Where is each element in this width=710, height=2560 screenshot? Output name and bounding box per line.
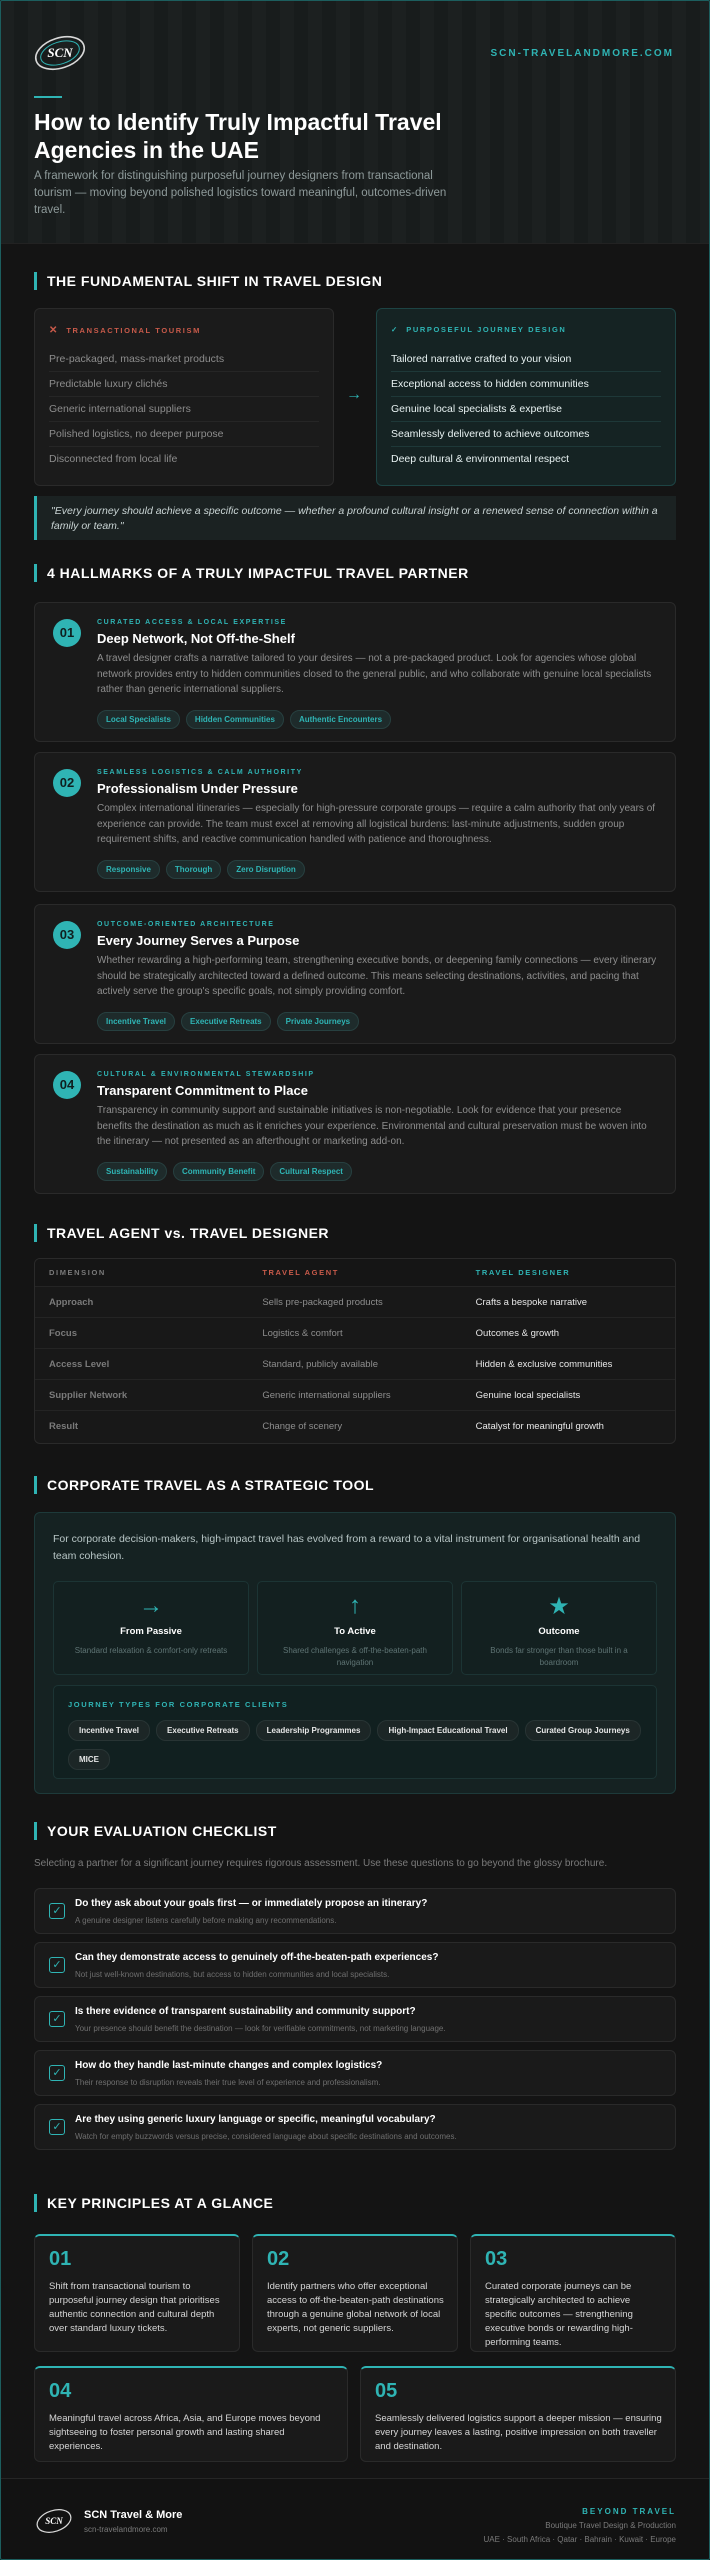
checklist-answer: Watch for empty buzzwords versus precise, considered language about specific destinations and outcomes. [75, 2132, 457, 2141]
arrow-up-icon: ↑ [349, 1592, 361, 1619]
hallmark-tags [97, 709, 397, 729]
table-cell: Standard, publicly available [262, 1358, 378, 1370]
clients-tags [68, 1720, 648, 1778]
hallmark-card-3 [34, 904, 676, 1044]
checklist-item [34, 2050, 676, 2096]
hallmark-tags [97, 1161, 358, 1181]
purposeful-heading: ✓ PURPOSEFUL JOURNEY DESIGN [391, 325, 567, 334]
check-icon: ✓ [391, 325, 399, 334]
section-title-corporate: CORPORATE TRAVEL AS A STRATEGIC TOOL [34, 1476, 374, 1494]
checklist-answer: Not just well-known destinations, but access to hidden communities and local specialists. [75, 1970, 390, 1979]
transactional-panel [34, 308, 334, 486]
scn-logo [32, 30, 88, 76]
hallmark-tags [97, 859, 311, 879]
list-item: Deep cultural & environmental respect [391, 453, 570, 465]
corporate-clients [53, 1685, 657, 1779]
journey-type-tag: Incentive Travel [68, 1720, 150, 1741]
column-header: DIMENSION [49, 1268, 106, 1277]
journey-type-tag: High-Impact Educational Travel [377, 1720, 518, 1741]
stage-box-outcome [461, 1581, 657, 1675]
table-cell: Supplier Network [49, 1389, 128, 1401]
table-row [35, 1380, 675, 1411]
clients-heading: JOURNEY TYPES FOR CORPORATE CLIENTS [68, 1700, 289, 1709]
footer-locations: UAE · South Africa · Qatar · Bahrain · Kuwait · Europe [483, 2535, 676, 2544]
footer [0, 2478, 710, 2560]
column-header: TRAVEL DESIGNER [475, 1268, 571, 1277]
table-row [35, 1411, 675, 1442]
purposeful-panel [376, 308, 676, 486]
footer-brand-name: SCN Travel & More [84, 2509, 183, 2521]
principle-text: Meaningful travel across Africa, Asia, and Europe moves beyond sightseeing to foster personal growth and lasting shared experiences. [49, 2413, 321, 2452]
checklist-answer: Their response to disruption reveals their true level of experience and professionalism. [75, 2078, 381, 2087]
transactional-list [49, 347, 319, 472]
principle-card [470, 2234, 676, 2352]
checkbox-icon[interactable]: ✓ [49, 2119, 65, 2135]
table-row [35, 1318, 675, 1349]
table-header-row [35, 1259, 675, 1287]
journey-type-tag: Executive Retreats [156, 1720, 250, 1741]
hallmark-card-4 [34, 1054, 676, 1194]
page-subtitle: A framework for distinguishing purposeful journey designers from transactional tourism — moving beyond polished logistics toward meaningful, outcomes-driven travel. [34, 170, 447, 216]
hallmark-title: Every Journey Serves a Purpose [97, 933, 300, 948]
section-title-checklist: YOUR EVALUATION CHECKLIST [34, 1822, 277, 1840]
checkbox-icon[interactable]: ✓ [49, 1957, 65, 1973]
list-item: Polished logistics, no deeper purpose [49, 422, 319, 447]
hallmark-number: 02 [53, 769, 81, 797]
accent-rule [34, 96, 62, 98]
tag: Incentive Travel [97, 1012, 175, 1031]
tag: Zero Disruption [227, 860, 305, 879]
site-url[interactable]: SCN-TRAVELANDMORE.COM [490, 48, 674, 59]
checklist-item [34, 1996, 676, 2042]
hallmark-kicker: OUTCOME-ORIENTED ARCHITECTURE [97, 921, 275, 928]
principle-number: 04 [49, 2380, 72, 2402]
list-item: Seamlessly delivered to achieve outcomes [391, 422, 661, 447]
stage-title: From Passive [120, 1626, 182, 1637]
checkbox-icon[interactable]: ✓ [49, 1903, 65, 1919]
principle-number: 05 [375, 2380, 398, 2402]
hallmark-title: Professionalism Under Pressure [97, 781, 298, 796]
star-icon: ★ [548, 1593, 570, 1620]
list-item: Generic international suppliers [49, 397, 319, 422]
table-cell: Outcomes & growth [475, 1327, 560, 1339]
hallmark-tags [97, 1011, 365, 1031]
section-title-principles: KEY PRINCIPLES AT A GLANCE [34, 2194, 273, 2212]
svg-text:SCN: SCN [47, 45, 73, 60]
table-cell: Change of scenery [262, 1421, 343, 1432]
checklist-item [34, 1888, 676, 1934]
table-cell: Crafts a bespoke narrative [475, 1296, 588, 1308]
table-cell: Logistics & comfort [262, 1327, 343, 1339]
checklist-question: Can they demonstrate access to genuinely off-the-beaten-path experiences? [75, 1952, 439, 1963]
hallmark-title: Transparent Commitment to Place [97, 1083, 308, 1098]
corporate-intro: For corporate decision-makers, high-impact travel has evolved from a reward to a vital instrument for organisational health and team cohesion. [53, 1533, 641, 1562]
hallmark-kicker: CURATED ACCESS & LOCAL EXPERTISE [97, 619, 287, 626]
tag: Executive Retreats [181, 1012, 271, 1031]
checklist-question: Do they ask about your goals first — or immediately propose an itinerary? [75, 1898, 428, 1909]
checklist-question: Are they using generic luxury language or specific, meaningful vocabulary? [75, 2114, 436, 2125]
principle-number: 01 [49, 2248, 72, 2270]
table-cell: Generic international suppliers [262, 1389, 391, 1401]
pull-quote: "Every journey should achieve a specific outcome — whether a profound cultural insight or a renewed sense of connection within a family or team." [34, 496, 676, 540]
scn-logo [34, 2505, 74, 2537]
tag: Sustainability [97, 1162, 167, 1181]
transactional-heading: ✕ TRANSACTIONAL TOURISM [49, 325, 201, 336]
tag: Responsive [97, 860, 160, 879]
purposeful-list [391, 347, 661, 472]
journey-type-tag: Curated Group Journeys [525, 1720, 641, 1741]
section-title-hallmarks: 4 HALLMARKS OF A TRULY IMPACTFUL TRAVEL PARTNER [34, 564, 469, 582]
principle-text: Seamlessly delivered logistics support a deeper mission — ensuring every journey leaves a lasting, positive impression on both traveller and destination. [375, 2413, 662, 2452]
principle-card [34, 2366, 348, 2462]
principle-number: 02 [267, 2248, 290, 2270]
tag: Authentic Encounters [290, 710, 391, 729]
stage-box-active [257, 1581, 453, 1675]
checklist-item [34, 1942, 676, 1988]
list-item: Predictable luxury clichés [49, 372, 319, 397]
hallmark-kicker: SEAMLESS LOGISTICS & CALM AUTHORITY [97, 769, 303, 776]
tag: Thorough [166, 860, 221, 879]
stage-desc: Shared challenges & off-the-beaten-path navigation [283, 1646, 427, 1667]
tag: Community Benefit [173, 1162, 264, 1181]
journey-type-tag: MICE [68, 1749, 110, 1770]
stage-box-passive [53, 1581, 249, 1675]
hallmark-number: 03 [53, 921, 81, 949]
checklist-question: How do they handle last-minute changes and complex logistics? [75, 2060, 383, 2071]
arrow-right-icon: → [346, 386, 362, 403]
table-cell: Hidden & exclusive communities [475, 1358, 613, 1370]
stage-title: To Active [334, 1626, 376, 1637]
checklist-item [34, 2104, 676, 2150]
checklist-question: Is there evidence of transparent sustainability and community support? [75, 2006, 416, 2017]
corporate-panel [34, 1512, 676, 1794]
stage-desc: Bonds far stronger than those built in a boardroom [490, 1646, 628, 1667]
table-cell: Genuine local specialists [475, 1389, 581, 1401]
footer-description: Boutique Travel Design & Production [545, 2521, 676, 2530]
tag: Cultural Respect [270, 1162, 352, 1181]
hallmark-body: Whether rewarding a high-performing team, strengthening executive bonds, or deepening family connections — every itinerary should be strategically architected toward a defined outcome. This means selecting destinations, activities, and pacing that actively serve the group's specific goals, not simply providing comfort. [97, 955, 657, 997]
table-cell: Sells pre-packaged products [262, 1296, 383, 1308]
hallmark-title: Deep Network, Not Off-the-Shelf [97, 631, 295, 646]
hallmark-body: Complex international itineraries — especially for high-pressure corporate groups — require a calm authority that only years of experience can provide. The team must excel at removing all logistical burdens: last-minute adjustments, sudden group requirement shifts, and reactive communication handled with patience and thoroughness. [97, 803, 656, 845]
arrow-right-icon: → [139, 1592, 163, 1619]
section-title-shift: THE FUNDAMENTAL SHIFT IN TRAVEL DESIGN [34, 272, 382, 290]
principle-card [360, 2366, 676, 2462]
hallmark-card-1 [34, 602, 676, 742]
stage-desc: Standard relaxation & comfort-only retreats [74, 1646, 228, 1655]
principle-card [34, 2234, 240, 2352]
hero-header [0, 0, 710, 244]
checklist-answer: A genuine designer listens carefully before making any recommendations. [75, 1916, 337, 1925]
hallmark-number: 04 [53, 1071, 81, 1099]
principle-text: Shift from transactional tourism to purposeful journey design that prioritises authentic connection and cultural depth over standard luxury tickets. [49, 2281, 220, 2334]
list-item: Pre-packaged, mass-market products [49, 347, 319, 372]
hallmark-card-2 [34, 752, 676, 892]
tag: Local Specialists [97, 710, 180, 729]
comparison-table [34, 1258, 676, 1444]
hallmark-body: A travel designer crafts a narrative tailored to your desires — not a pre-packaged product. Look for agencies whose global network provides entry to hidden communities closed to the general public, and who collaborate with genuine local specialists rather than generic international suppliers. [97, 653, 652, 695]
list-item: Genuine local specialists & expertise [391, 397, 661, 422]
hallmark-body: Transparency in community support and sustainable initiatives is non-negotiable. Look for evidence that your presence benefits the destination as much as it enriches your experience. Environmental and cultural preservation must be woven into the itinerary — not presented as an afterthought or marketing add-on. [97, 1105, 647, 1147]
svg-text:SCN: SCN [45, 2515, 63, 2526]
tag: Private Journeys [277, 1012, 359, 1031]
column-header: TRAVEL AGENT [262, 1268, 339, 1277]
cross-icon: ✕ [49, 325, 59, 336]
checklist-subtitle: Selecting a partner for a significant journey requires rigorous assessment. Use these questions to go beyond the glossy brochure. [34, 1858, 608, 1869]
principle-text: Identify partners who offer exceptional access to off-the-beaten-path destinations through a genuine global network of local experts, not generic suppliers. [267, 2281, 444, 2334]
table-row [35, 1349, 675, 1380]
table-cell: Result [49, 1421, 79, 1432]
footer-tagline: BEYOND TRAVEL [582, 2507, 676, 2516]
stage-title: Outcome [538, 1626, 580, 1637]
principle-card [252, 2234, 458, 2352]
table-cell: Access Level [49, 1358, 110, 1370]
journey-type-tag: Leadership Programmes [256, 1720, 372, 1741]
table-row [35, 1287, 675, 1318]
hallmark-kicker: CULTURAL & ENVIRONMENTAL STEWARDSHIP [97, 1071, 315, 1078]
list-item: Tailored narrative crafted to your vision [391, 347, 661, 372]
hallmark-number: 01 [53, 619, 81, 647]
footer-site-link[interactable]: scn-travelandmore.com [84, 2525, 168, 2534]
table-cell: Approach [49, 1296, 94, 1308]
principle-text: Curated corporate journeys can be strategically architected to achieve specific outcomes — strengthening executive bonds or rewarding high-performing teams. [485, 2281, 633, 2348]
table-cell: Focus [49, 1327, 77, 1339]
principle-number: 03 [485, 2248, 508, 2270]
checkbox-icon[interactable]: ✓ [49, 2065, 65, 2081]
checkbox-icon[interactable]: ✓ [49, 2011, 65, 2027]
checklist-answer: Your presence should benefit the destination — look for verifiable commitments, not marketing language. [75, 2024, 446, 2033]
section-title-compare: TRAVEL AGENT vs. TRAVEL DESIGNER [34, 1224, 329, 1242]
list-item: Exceptional access to hidden communities [391, 372, 661, 397]
tag: Hidden Communities [186, 710, 284, 729]
page-title: How to Identify Truly Impactful Travel Agencies in the UAE [34, 109, 442, 163]
table-cell: Catalyst for meaningful growth [475, 1421, 604, 1432]
list-item: Disconnected from local life [49, 453, 178, 465]
